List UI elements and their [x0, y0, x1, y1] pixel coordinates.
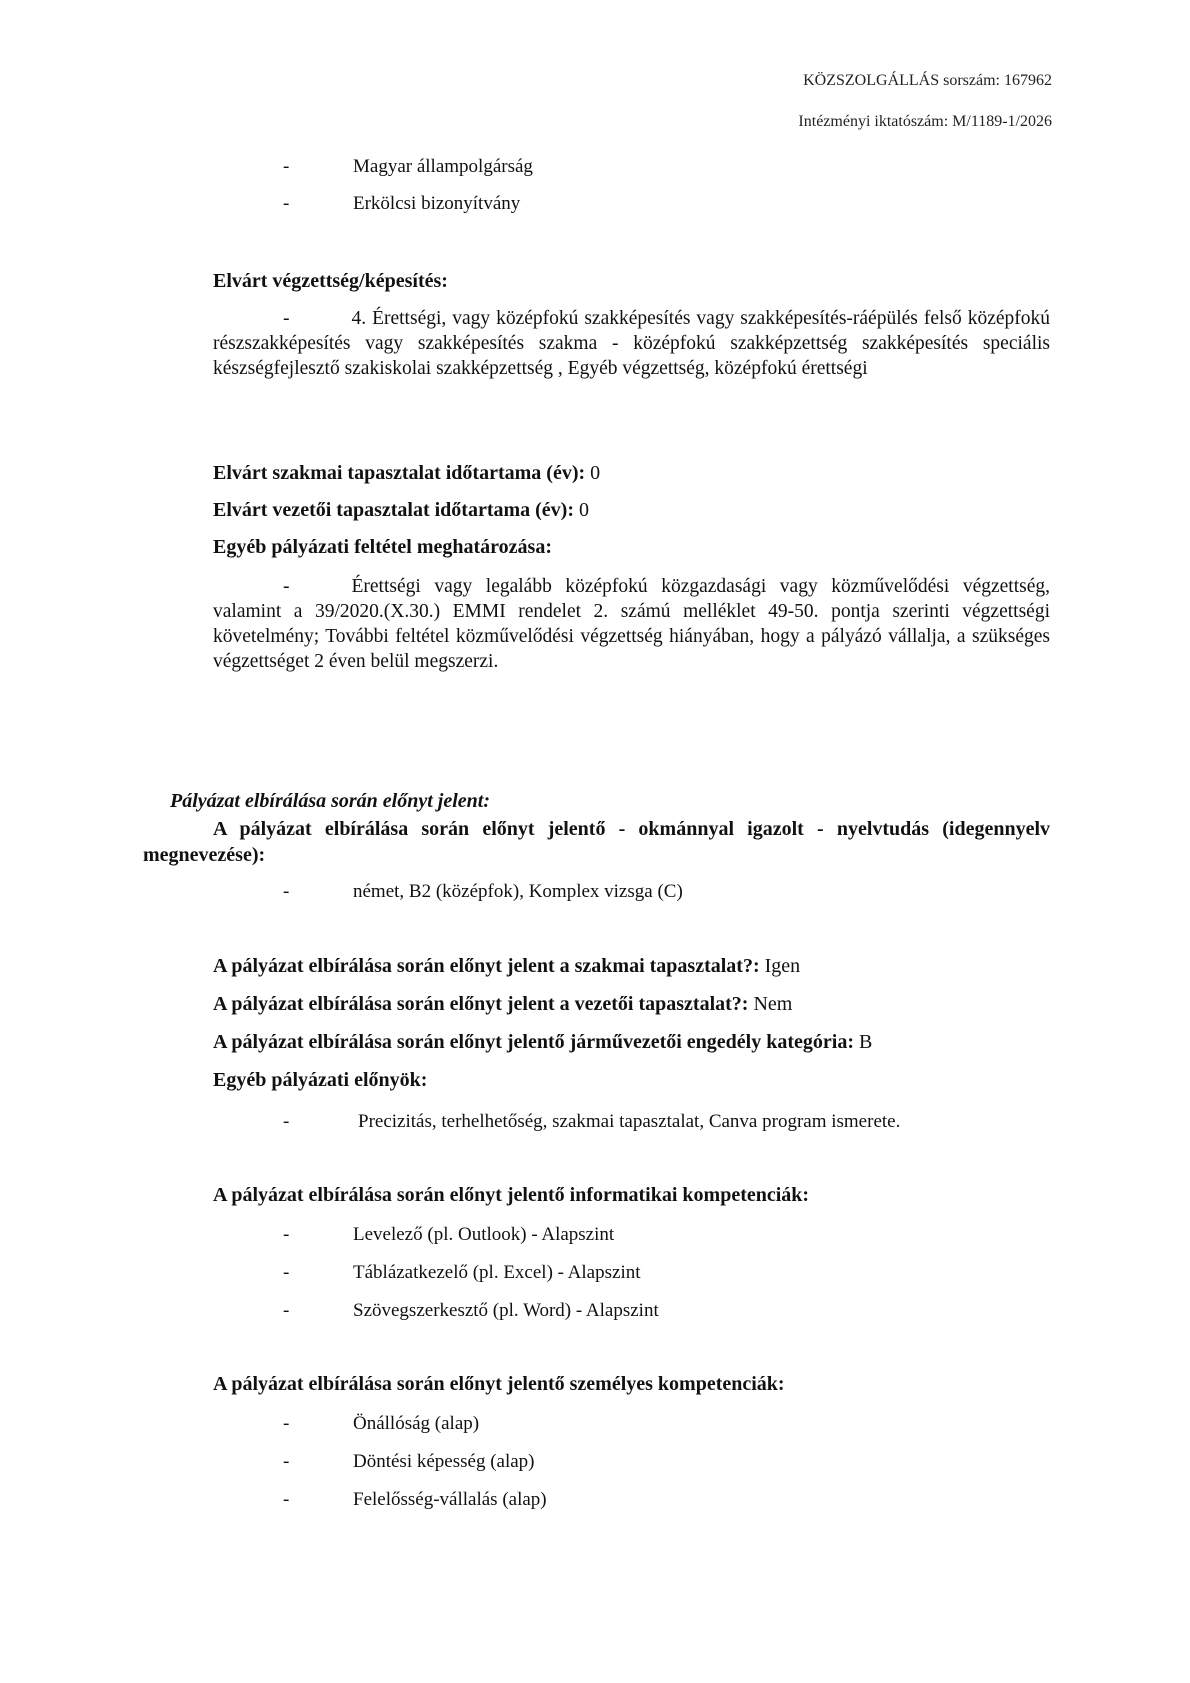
list-item-text: Erkölcsi bizonyítvány: [353, 193, 521, 214]
bullet-dash: -: [283, 1413, 290, 1434]
szakmai-tapasztalat-label: Elvárt szakmai tapasztalat időtartama (év):: [213, 462, 586, 484]
elony-szakmai-line: [213, 955, 800, 978]
elony-jarmu-label: A pályázat elbírálása során előnyt jelentő járművezetői engedély kategória:: [213, 1031, 854, 1053]
bullet-dash: -: [283, 1224, 290, 1245]
vegzettseg-paragraph: [213, 306, 1050, 381]
list-item: [283, 1223, 614, 1247]
elony-vezetoi-line: [213, 993, 792, 1016]
section-heading-egyeb-elonyok: Egyéb pályázati előnyök:: [213, 1069, 428, 1091]
list-item: [283, 1261, 641, 1285]
section-heading-informatikai: A pályázat elbírálása során előnyt jelentő informatikai kompetenciák:: [213, 1184, 810, 1206]
bullet-dash: -: [283, 156, 290, 177]
bullet-dash: -: [283, 1262, 290, 1283]
nyelvtudas-heading: A pályázat elbírálása során előnyt jelentő - okmánnyal igazolt - nyelvtudás (idegennyelv megnevezése):: [143, 818, 1050, 866]
header-sorszam: KÖZSZOLGÁLLÁS sorszám: 167962: [803, 72, 1052, 89]
section-heading-szemelyes: A pályázat elbírálása során előnyt jelentő személyes kompetenciák:: [213, 1373, 785, 1395]
szakmai-tapasztalat-line: [213, 462, 600, 485]
elony-vezetoi-value: Nem: [748, 993, 793, 1015]
informatikai-item: Szövegszerkesztő (pl. Word) - Alapszint: [353, 1300, 659, 1321]
section-heading-elony: Pályázat elbírálása során előnyt jelent:: [170, 790, 490, 812]
bullet-dash: -: [283, 1489, 290, 1510]
informatikai-item: Táblázatkezelő (pl. Excel) - Alapszint: [353, 1262, 641, 1283]
egyeb-feltetel-paragraph: [213, 574, 1050, 674]
list-item: [283, 880, 683, 904]
list-item: [283, 1110, 900, 1134]
elony-jarmu-line: [213, 1031, 872, 1054]
list-item: [283, 1412, 479, 1436]
szakmai-tapasztalat-value: 0: [585, 462, 601, 484]
szemelyes-item: Önállóság (alap): [353, 1413, 480, 1434]
section-heading-egyeb-feltetel: Egyéb pályázati feltétel meghatározása:: [213, 536, 552, 558]
section-heading-vegzettseg: Elvárt végzettség/képesítés:: [213, 270, 448, 292]
bullet-dash: -: [283, 1111, 290, 1132]
informatikai-item: Levelező (pl. Outlook) - Alapszint: [353, 1224, 615, 1245]
vezetoi-tapasztalat-line: [213, 499, 589, 522]
list-item: [283, 1450, 535, 1474]
elony-szakmai-label: A pályázat elbírálása során előnyt jelent a szakmai tapasztalat?:: [213, 955, 760, 977]
list-item-text: Magyar állampolgárság: [353, 156, 533, 177]
bullet-dash: -: [283, 576, 290, 597]
list-item: [283, 1299, 659, 1323]
egyeb-elony-item: Precizitás, terhelhetőség, szakmai tapasztalat, Canva program ismerete.: [358, 1111, 901, 1132]
vezetoi-tapasztalat-label: Elvárt vezetői tapasztalat időtartama (év):: [213, 499, 574, 521]
header-iktatoszam: Intézményi iktatószám: M/1189-1/2026: [798, 113, 1052, 130]
list-item: [283, 155, 533, 179]
bullet-dash: -: [283, 1451, 290, 1472]
bullet-dash: -: [283, 308, 290, 329]
vegzettseg-text: 4. Érettségi, vagy középfokú szakképesítés vagy szakképesítés-ráépülés felső középfokú részszakképesítés vagy szakképesítés szakma - középfokú szakképzettség szakképesítés speciális készségfejlesztő szakiskolai szakképzettség , Egyéb végzettség, középfokú érettségi: [213, 308, 1050, 379]
list-item: [283, 1488, 547, 1512]
elony-szakmai-value: Igen: [759, 955, 801, 977]
egyeb-feltetel-text: Érettségi vagy legalább középfokú közgazdasági vagy közművelődési végzettség, valamint a 39/2020.(X.30.) EMMI rendelet 2. számú melléklet 49-50. pontja szerinti végzettségi követelmény; További feltétel közművelődési végzettség hiányában, hogy a pályázó vállalja, a szükséges végzettséget 2 éven belül megszerzi.: [213, 576, 1050, 672]
elony-vezetoi-label: A pályázat elbírálása során előnyt jelent a vezetői tapasztalat?:: [213, 993, 749, 1015]
szemelyes-item: Döntési képesség (alap): [353, 1451, 535, 1472]
vezetoi-tapasztalat-value: 0: [574, 499, 589, 521]
elony-jarmu-value: B: [854, 1031, 873, 1053]
list-item: [283, 192, 520, 216]
bullet-dash: -: [283, 1300, 290, 1321]
bullet-dash: -: [283, 193, 290, 214]
szemelyes-item: Felelősség-vállalás (alap): [353, 1489, 547, 1510]
nyelvtudas-item: német, B2 (középfok), Komplex vizsga (C): [353, 881, 683, 902]
bullet-dash: -: [283, 881, 290, 902]
